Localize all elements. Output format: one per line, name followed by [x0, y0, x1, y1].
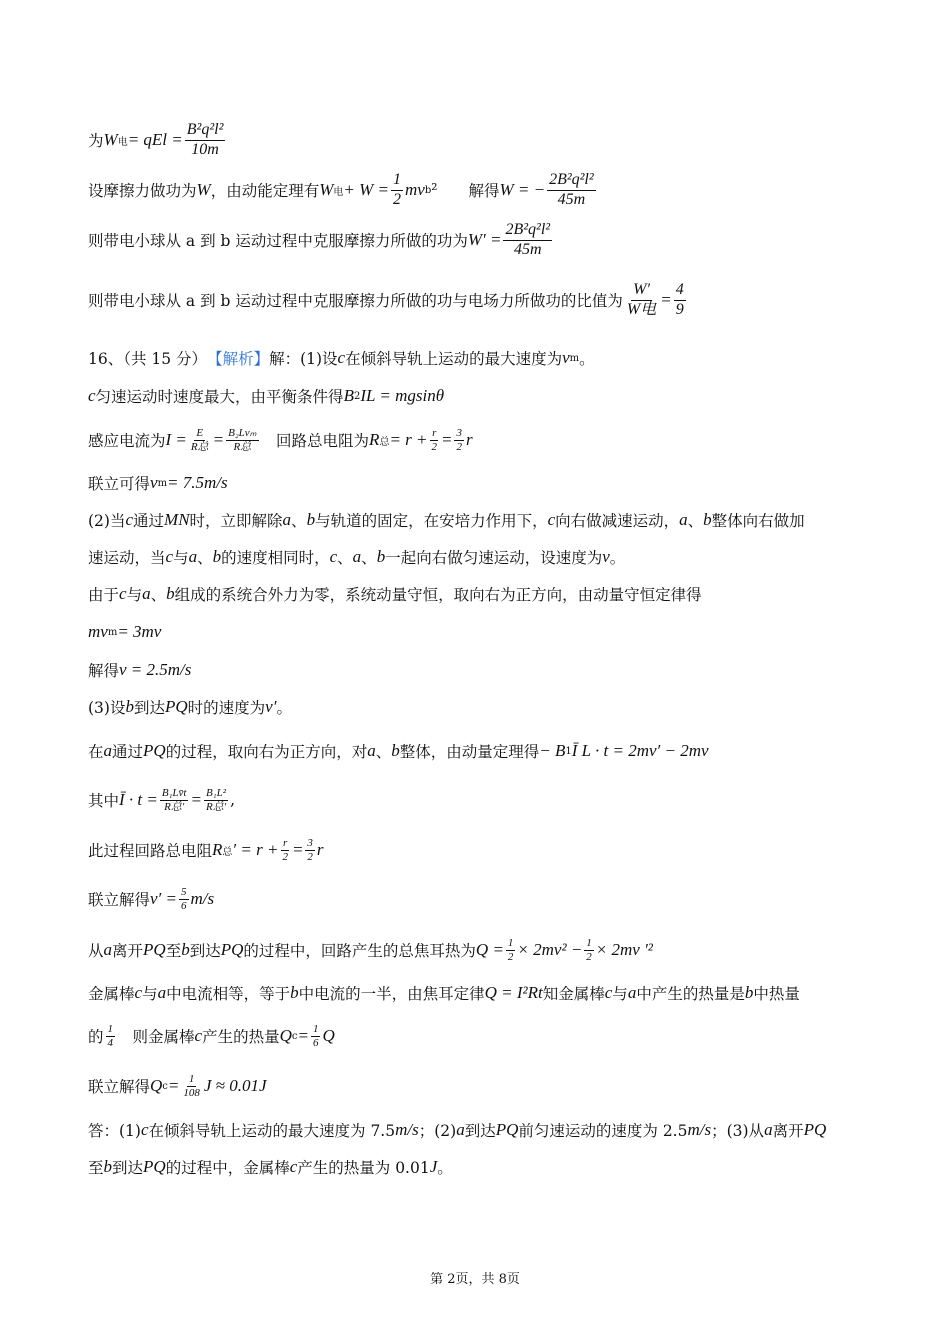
denominator: 2 [431, 440, 437, 453]
numerator: 3 [456, 426, 462, 439]
math: PQ [495, 1120, 519, 1139]
math: W = − [499, 180, 546, 199]
text: 联立可得 [88, 475, 151, 493]
text-line [88, 835, 324, 865]
math: PQ [164, 697, 188, 716]
math: a [103, 940, 113, 959]
math: IL = mgsinθ [360, 386, 445, 405]
text: 16、（共 15 分） [88, 350, 208, 368]
math: + W = [343, 180, 389, 199]
math: Ī L · t = 2mv′ − 2mv [571, 741, 709, 760]
math: v′ = [150, 889, 178, 908]
text: 到达 [133, 699, 165, 717]
text-line [88, 785, 235, 815]
numerator: 2B²q²l² [547, 171, 596, 190]
text-line [88, 617, 161, 647]
text: 则带电小球从 a 到 b 运动过程中克服摩擦力所做的功为 [88, 232, 468, 250]
text: 金属棒 [88, 985, 135, 1003]
text-line [88, 736, 709, 766]
math: b [212, 547, 222, 566]
math: c [289, 1157, 298, 1176]
math: = [291, 840, 304, 859]
text-line [88, 281, 688, 318]
text: 解得 [88, 662, 120, 680]
text: 在倾斜导轨上运动的最大速度为 [345, 350, 563, 368]
text: 中电流相等，等于 [166, 985, 291, 1003]
subscript: 2 [353, 390, 361, 402]
numerator: 3 [307, 836, 313, 849]
text: 向右做减速运动， [555, 512, 680, 530]
text: 。 [579, 350, 595, 368]
text: 则带电小球从 a 到 b 运动过程中克服摩擦力所做的功与电场力所做功的比值为 [88, 292, 623, 310]
math: m/s [687, 1120, 712, 1139]
numerator: 1 [312, 1022, 319, 1035]
math: PQ [143, 1157, 166, 1176]
text: 知金属棒 [542, 985, 605, 1003]
math: a [103, 741, 113, 760]
text: 产生的热量 [202, 1028, 280, 1046]
subscript: 1 [565, 745, 572, 757]
text: 设摩擦力做功为 [88, 182, 197, 200]
math: = r + [389, 430, 428, 449]
text: 在倾斜导轨上运动的最大速度为 7.5 [148, 1122, 396, 1140]
text: 与 [173, 549, 189, 567]
text-line [88, 171, 598, 208]
math: v [562, 348, 570, 367]
math: MN [164, 510, 190, 529]
math: = 3mv [117, 622, 162, 641]
math: a [188, 547, 198, 566]
text: 至 [88, 1159, 104, 1177]
numerator: 1 [586, 936, 592, 949]
math: m/s [190, 889, 215, 908]
subscript: c [291, 1030, 298, 1042]
math: R [212, 840, 223, 859]
subscript: 电 [333, 186, 344, 198]
math: a [367, 741, 376, 760]
text-line [88, 935, 653, 965]
fraction [674, 281, 686, 319]
text-line [88, 884, 214, 914]
denominator: 6 [312, 1036, 319, 1049]
fraction [625, 281, 658, 319]
numerator: 4 [674, 281, 686, 300]
numerator: 1 [507, 936, 514, 949]
text: 与 [612, 985, 628, 1003]
math: W [103, 130, 118, 149]
text-line [88, 121, 227, 158]
math: c [547, 510, 556, 529]
denominator: 108 [183, 1086, 200, 1099]
text: 、 [337, 549, 353, 567]
text: 与 [126, 586, 143, 604]
text: 联立解得 [88, 1078, 151, 1096]
math: b [181, 940, 190, 959]
denominator: 2 [456, 440, 462, 453]
fraction [160, 787, 189, 813]
text: 则金属棒 [117, 1028, 195, 1046]
text: 的过程中，金属棒 [165, 1159, 290, 1177]
text: (2)当 [88, 512, 126, 530]
math: mv [404, 180, 425, 199]
denominator: 4 [107, 1036, 114, 1049]
math: R [369, 430, 380, 449]
text: 组成的系统合外力为零，系统动量守恒，取向右为正方向，由动量守恒定律得 [174, 586, 702, 604]
math: a [456, 1120, 465, 1139]
fraction [584, 937, 594, 963]
math: c [125, 510, 134, 529]
math: b [703, 510, 712, 529]
text-line [88, 1071, 267, 1101]
text: 到达 [112, 1159, 144, 1177]
math: ′ = r + [232, 840, 279, 859]
text: 感应电流为 [88, 432, 166, 450]
math: Q [150, 1076, 163, 1095]
math: Q [279, 1026, 292, 1045]
text: 产生的热量为 0.01 [297, 1159, 430, 1177]
subscript: 电 [117, 136, 128, 148]
denominator: 2 [282, 850, 288, 863]
subscript: m [107, 626, 118, 638]
math: b [103, 1157, 113, 1176]
math: = [660, 290, 672, 309]
math: J ≈ 0.01J [203, 1076, 267, 1095]
page-footer: 第 2页，共 8页 [430, 1272, 520, 1287]
math: c [140, 1120, 149, 1139]
denominator: 6 [181, 899, 187, 912]
text-line [88, 1021, 335, 1051]
math: = [167, 1076, 180, 1095]
text-line [88, 505, 805, 535]
subscript: m [569, 352, 580, 364]
math: = [212, 430, 225, 449]
fraction [106, 1023, 116, 1049]
math: c [604, 983, 613, 1002]
denominator: 45m [557, 190, 586, 208]
math: W [319, 180, 334, 199]
math: − B [539, 741, 566, 760]
fraction [547, 171, 596, 209]
fraction [503, 221, 552, 259]
fraction [391, 171, 403, 209]
math: W′ = [467, 230, 502, 249]
denominator: 2 [586, 950, 592, 963]
text-line [88, 692, 292, 722]
fraction [454, 427, 464, 453]
text: 的 [88, 1028, 104, 1046]
denominator: 2 [392, 190, 401, 208]
text: 中电流的一半，由焦耳定律 [298, 985, 485, 1003]
math: c [88, 386, 96, 405]
denominator: 2 [307, 850, 313, 863]
text: 整体，由动量定理得 [399, 743, 540, 761]
numerator: r [432, 426, 437, 439]
math: a [352, 547, 362, 566]
fraction [311, 1023, 321, 1049]
math: b [306, 510, 316, 529]
denominator: R总′ [205, 800, 227, 813]
denominator: R总′ [164, 800, 185, 813]
text: 前匀速运动的速度为 2.5 [518, 1122, 688, 1140]
math: J [429, 1157, 438, 1176]
math: b [391, 741, 400, 760]
math: Ī · t = [119, 790, 158, 809]
text: 、 [150, 586, 167, 604]
text: 整体向右做加 [711, 512, 805, 530]
numerator: B²q²l² [185, 121, 226, 140]
text: 速运动，当 [88, 549, 166, 567]
text: , [230, 791, 236, 809]
math: a [679, 510, 688, 529]
fraction [430, 427, 440, 453]
math: c [337, 348, 346, 367]
math: c [119, 584, 127, 603]
text: 联立解得 [88, 891, 151, 909]
math: × 2mv² − [517, 940, 583, 959]
text-line [88, 1152, 453, 1182]
math: W [196, 180, 211, 199]
math: m/s [395, 1120, 419, 1139]
text-line [88, 343, 595, 373]
text: 、 [291, 512, 307, 530]
math: = [190, 790, 202, 809]
text: 到达 [189, 942, 221, 960]
text: ² [431, 181, 438, 199]
text: 。 [437, 1159, 453, 1177]
denominator: W电 [626, 300, 657, 318]
text: 匀速运动时速度最大，由平衡条件得 [95, 388, 344, 406]
text-line [88, 425, 473, 455]
text: 与轨道的固定，在安培力作用下， [315, 512, 548, 530]
text-line [88, 978, 800, 1008]
math: r [316, 840, 324, 859]
math: PQ [143, 741, 166, 760]
text: ；(2) [418, 1122, 457, 1140]
text: 。 [609, 549, 626, 567]
math: c [194, 1026, 203, 1045]
denominator: R总 [233, 440, 252, 453]
text: 答：(1) [88, 1122, 141, 1140]
math: Q = [475, 940, 504, 959]
text: 时的速度为 [187, 699, 266, 717]
text: 中产生的热量是 [636, 985, 745, 1003]
math: b [166, 584, 175, 603]
text: 离开 [112, 942, 144, 960]
text: 。 [276, 699, 292, 717]
denominator: 9 [675, 300, 684, 318]
text-line [88, 221, 554, 258]
text: 此过程回路总电阻 [88, 842, 213, 860]
math: mv [88, 622, 108, 641]
fraction [179, 886, 189, 912]
text: 由于 [88, 586, 120, 604]
subscript: m [157, 477, 168, 489]
text: 在 [88, 743, 104, 761]
math: a [627, 983, 637, 1002]
numerator: W′ [631, 281, 652, 300]
fraction [305, 837, 315, 863]
fraction [181, 1073, 202, 1099]
text: 中热量 [753, 985, 800, 1003]
subscript: 总 [222, 846, 233, 858]
text: 通过 [133, 512, 165, 530]
math: a [157, 983, 167, 1002]
numerator: E [196, 426, 204, 439]
text: ；(3)从 [711, 1122, 765, 1140]
math: = [441, 430, 453, 449]
text: 的过程，取向右为正方向，对 [165, 743, 368, 761]
math: c [165, 547, 174, 566]
math: c [329, 547, 338, 566]
math: = 7.5m/s [167, 473, 228, 492]
fraction [226, 427, 258, 453]
math: PQ [143, 940, 166, 959]
math: b [125, 697, 134, 716]
math: Q [322, 1026, 335, 1045]
text: 、 [375, 743, 392, 761]
text: (3)设 [88, 699, 126, 717]
text-line [88, 381, 444, 411]
text-line [88, 655, 191, 685]
math: a [764, 1120, 773, 1139]
math: v [602, 547, 610, 566]
math: I = [165, 430, 187, 449]
text: 到达 [464, 1122, 496, 1140]
numerator: 2B²q²l² [503, 221, 552, 240]
subscript: 总 [379, 436, 390, 448]
math: c [134, 983, 143, 1002]
math: = [297, 1026, 309, 1045]
math: a [282, 510, 292, 529]
math: Q = I²Rt [484, 983, 543, 1002]
math: PQ [220, 940, 244, 959]
text: 一起向右做匀速运动，设速度为 [385, 549, 603, 567]
text: 为 [88, 132, 104, 150]
denominator: 2 [507, 950, 514, 963]
text: 至 [165, 942, 182, 960]
denominator: 45m [514, 240, 542, 258]
math: B [343, 386, 354, 405]
text-line [88, 579, 702, 609]
math: r [465, 430, 473, 449]
denominator: 10m [191, 140, 219, 158]
text-line [88, 542, 625, 572]
numerator: 1 [391, 171, 403, 190]
text: 回路总电阻为 [260, 432, 370, 450]
text: 与 [142, 985, 158, 1003]
fraction [506, 937, 516, 963]
text: ，由动能定理有 [210, 182, 320, 200]
analysis-label: 【解析】 [207, 350, 270, 368]
numerator: 1 [188, 1072, 195, 1085]
math: v [150, 473, 158, 492]
math: b [376, 547, 386, 566]
math: = qEl = [127, 130, 183, 149]
text: 离开 [772, 1122, 804, 1140]
math: a [142, 584, 151, 603]
subscript: c [162, 1080, 168, 1092]
math: b [290, 983, 299, 1002]
numerator: 1 [107, 1022, 114, 1035]
text: 的速度相同时， [221, 549, 330, 567]
fraction [185, 121, 226, 159]
text: 时，立即解除 [189, 512, 283, 530]
math: × 2mv ′² [595, 940, 653, 959]
text: 从 [88, 942, 104, 960]
fraction [204, 787, 228, 813]
numerator: 5 [181, 885, 187, 898]
text: 、 [687, 512, 704, 530]
numerator: B₂Lvₘ [228, 426, 257, 439]
fraction [189, 427, 211, 453]
text: 、 [197, 549, 213, 567]
fraction [280, 837, 290, 863]
math: v′ [265, 697, 277, 716]
text: 的过程中，回路产生的总焦耳热为 [243, 942, 476, 960]
text: 通过 [112, 743, 144, 761]
numerator: B₁L² [206, 786, 227, 799]
math: PQ [803, 1120, 827, 1139]
math: b [744, 983, 754, 1002]
text-line [88, 468, 228, 498]
text: 其中 [88, 792, 120, 810]
numerator: B₁Lv̄t [161, 786, 187, 799]
subscript: b [424, 184, 432, 196]
numerator: r [283, 836, 288, 849]
math: v = 2.5m/s [119, 660, 192, 679]
denominator: R总 [190, 440, 209, 453]
text-line [88, 1115, 826, 1145]
text: 解：(1)设 [269, 350, 338, 368]
text: 解得 [437, 182, 500, 200]
text: 、 [361, 549, 377, 567]
